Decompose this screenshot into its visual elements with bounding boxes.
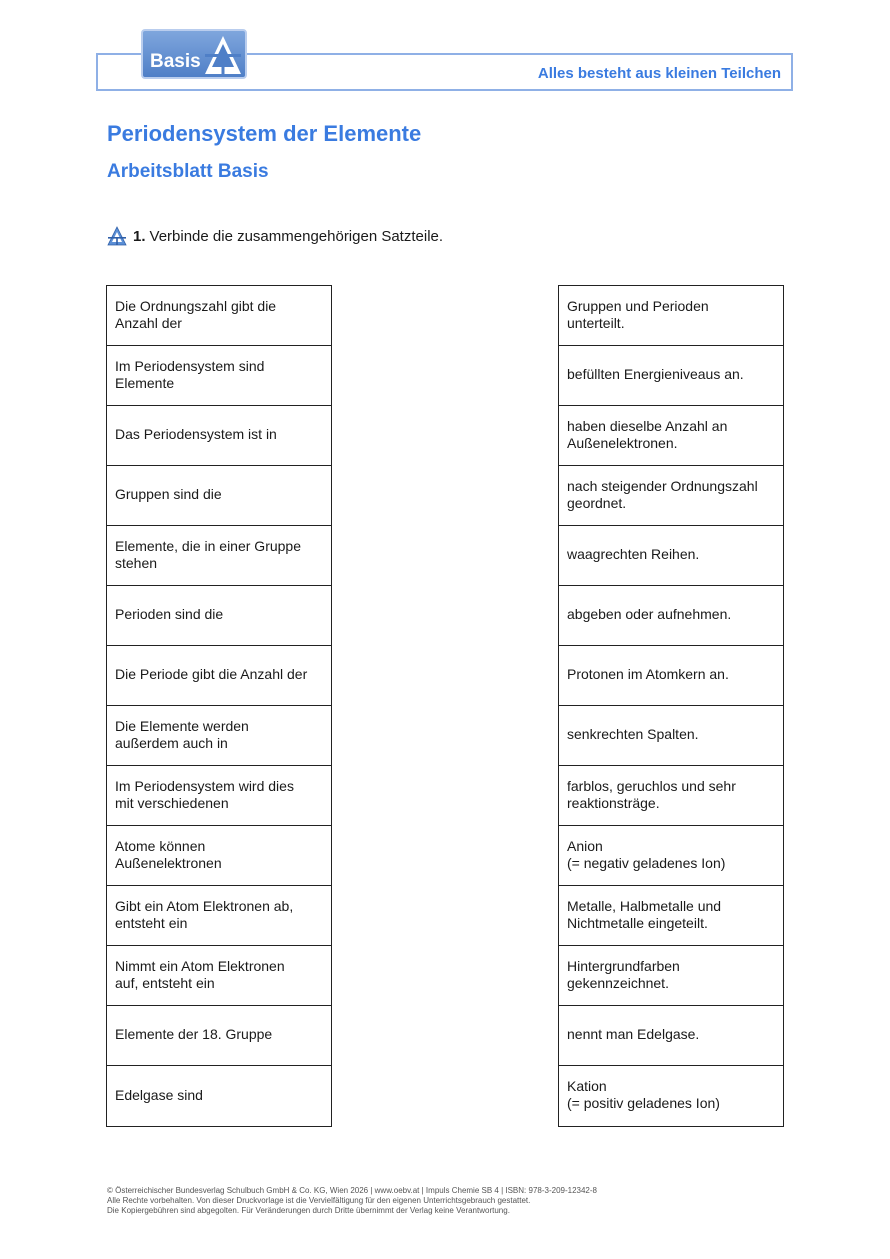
logo-triangle-icon — [203, 34, 243, 76]
task-1 — [107, 225, 443, 247]
footer-line: Die Kopiergebühren sind abgegolten. Für Veränderungen durch Dritte übernimmt der Verlag keine Verantwortung. — [107, 1206, 510, 1215]
sentence-end-cell[interactable]: befüllten Energieniveaus an. — [559, 346, 783, 406]
sentence-end-cell[interactable]: haben dieselbe Anzahl an Außenelektronen. — [559, 406, 783, 466]
footer-line: © Österreichischer Bundesverlag Schulbuch GmbH & Co. KG, Wien 2026 | www.oebv.at | Impuls Chemie SB 4 | ISBN: 978-3-209-12342-8 — [107, 1186, 597, 1195]
basis-logo — [141, 29, 247, 79]
sentence-start-cell[interactable]: Perioden sind die — [107, 586, 331, 646]
task-number: 1. — [133, 227, 146, 245]
sentence-start-cell[interactable]: Im Periodensystem wird dies mit verschiedenen — [107, 766, 331, 826]
page-title: Periodensystem der Elemente — [107, 121, 422, 146]
footer-line: Alle Rechte vorbehalten. Von dieser Druckvorlage ist die Vervielfältigung für den eigenen Unterrichtsgebrauch gestattet. — [107, 1196, 531, 1205]
sentence-start-cell[interactable]: Elemente, die in einer Gruppe stehen — [107, 526, 331, 586]
sentence-start-cell[interactable]: Gibt ein Atom Elektronen ab, entsteht ein — [107, 886, 331, 946]
series-title: Alles besteht aus kleinen Teilchen — [537, 65, 781, 82]
sentence-start-cell[interactable]: Elemente der 18. Gruppe — [107, 1006, 331, 1066]
page-subtitle: Arbeitsblatt Basis — [107, 161, 269, 182]
sentence-end-cell[interactable]: waagrechten Reihen. — [559, 526, 783, 586]
sentence-start-cell[interactable]: Gruppen sind die — [107, 466, 331, 526]
sentence-start-cell[interactable]: Die Ordnungszahl gibt die Anzahl der — [107, 286, 331, 346]
sentence-end-cell[interactable]: Hintergrundfarben gekennzeichnet. — [559, 946, 783, 1006]
sentence-start-cell[interactable]: Edelgase sind — [115, 1086, 203, 1103]
sentence-end-cell[interactable]: senkrechten Spalten. — [559, 706, 783, 766]
sentence-end-cell[interactable]: Kation (= positiv geladenes Ion) — [567, 1078, 720, 1111]
sentence-start-cell[interactable]: Die Elemente werden außerdem auch in — [107, 706, 331, 766]
copyright-footer — [107, 1186, 797, 1216]
left-column — [106, 285, 332, 1127]
sentence-end-cell[interactable]: Protonen im Atomkern an. — [559, 646, 783, 706]
right-column — [558, 285, 784, 1127]
sentence-end-cell[interactable]: Anion (= negativ geladenes Ion) — [559, 826, 783, 886]
sentence-end-cell[interactable]: nennt man Edelgase. — [559, 1006, 783, 1066]
logo-text: Basis — [150, 51, 201, 72]
task-instruction: Verbinde die zusammengehörigen Satzteile. — [149, 227, 444, 245]
sentence-end-cell[interactable]: abgeben oder aufnehmen. — [559, 586, 783, 646]
sentence-end-cell[interactable]: nach steigender Ordnungszahl geordnet. — [559, 466, 783, 526]
sentence-end-cell[interactable]: Gruppen und Perioden unterteilt. — [559, 286, 783, 346]
sentence-start-cell[interactable]: Im Periodensystem sind Elemente — [107, 346, 331, 406]
sentence-start-cell[interactable]: Das Periodensystem ist in — [107, 406, 331, 466]
basis-level-icon — [107, 226, 127, 246]
sentence-start-cell[interactable]: Atome können Außenelektronen — [107, 826, 331, 886]
sentence-end-cell[interactable]: farblos, geruchlos und sehr reaktionsträge. — [559, 766, 783, 826]
sentence-start-cell[interactable]: Die Periode gibt die Anzahl der — [107, 646, 331, 706]
sentence-end-cell[interactable]: Metalle, Halbmetalle und Nichtmetalle eingeteilt. — [559, 886, 783, 946]
sentence-start-cell[interactable]: Nimmt ein Atom Elektronen auf, entsteht ein — [107, 946, 331, 1006]
